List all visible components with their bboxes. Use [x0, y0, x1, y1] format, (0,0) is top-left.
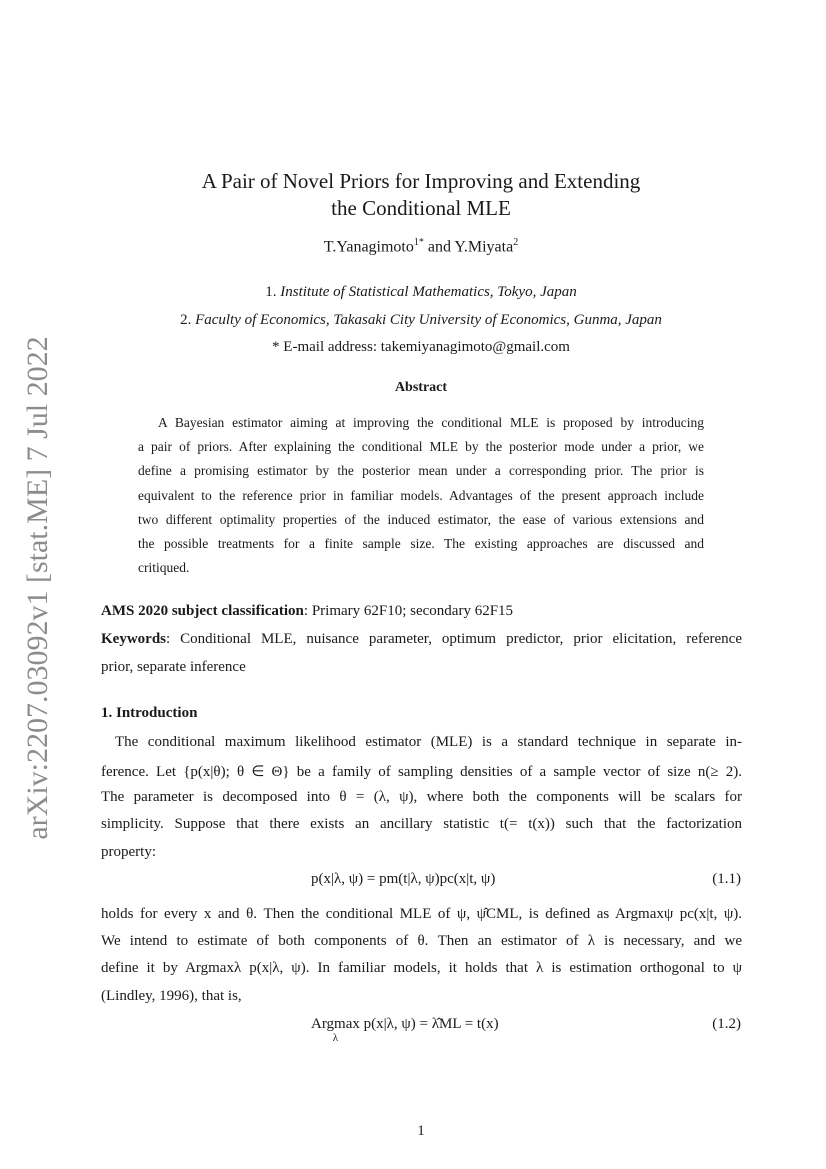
- body-line: simplicity. Suppose that there exists an ancillary statistic t(= t(x)) such that the factorization: [101, 816, 742, 832]
- abstract-body: [138, 411, 704, 580]
- abstract-line: two different optimality properties of the induced estimator, the ease of various extensions and: [138, 511, 704, 527]
- affiliation-1-number: 1.: [265, 284, 281, 300]
- email-text: * E-mail address: takemiyanagimoto@gmail.com: [272, 339, 570, 355]
- body-line: property:: [101, 844, 156, 860]
- equation-1-2-body: p(x|λ, ψ) = λ̂ML = t(x): [363, 1016, 499, 1032]
- title-line-2: the Conditional MLE: [331, 196, 511, 220]
- abstract-heading: Abstract: [394, 380, 448, 395]
- paper-title: [0, 168, 826, 222]
- page-number: 1: [417, 1123, 425, 1139]
- body-line: The conditional maximum likelihood estimator (MLE) is a standard technique in separate in-: [115, 734, 742, 750]
- title-line-1: A Pair of Novel Priors for Improving and Extending: [201, 169, 641, 193]
- body-line: define it by Argmaxλ p(x|λ, ψ). In familiar models, it holds that λ is estimation orthogonal to ψ: [101, 960, 742, 976]
- ams-label: AMS 2020 subject classification: [101, 603, 304, 619]
- keywords-text: : Conditional MLE, nuisance parameter, optimum predictor, prior elicitation, reference: [166, 631, 742, 647]
- author-1-mark: 1*: [413, 237, 424, 248]
- keywords-line-2: prior, separate inference: [101, 659, 246, 675]
- section-1-title: 1. Introduction: [101, 705, 198, 721]
- ams-classification: [101, 603, 742, 620]
- author-2-mark: 2: [513, 237, 519, 248]
- argmax-subscript: λ: [332, 1032, 339, 1044]
- equation-1-1: p(x|λ, ψ) = pm(t|λ, ψ)pc(x|t, ψ): [311, 871, 496, 887]
- body-line: ference. Let {p(x|θ); θ ∈ Θ} be a family of sampling densities of a sample vector of size n(≥ 2).: [101, 764, 742, 780]
- equation-1-1-number: (1.1): [712, 871, 741, 887]
- body-line: The parameter is decomposed into θ = (λ, ψ), where both the components will be scalars for: [101, 789, 742, 805]
- keywords-line-1: [101, 631, 742, 648]
- affiliation-2-number: 2.: [180, 312, 196, 328]
- body-line: holds for every x and θ. Then the conditional MLE of ψ, ψ̂CML, is defined as Argmaxψ pc(x|t, ψ).: [101, 906, 742, 922]
- section-heading: [101, 705, 742, 722]
- author-1: T.Yanagimoto: [323, 238, 414, 256]
- authors: [0, 237, 826, 256]
- argmax-label: Argmax: [311, 1016, 360, 1032]
- abstract-line: critiqued.: [138, 560, 190, 576]
- equation-1-2-number: (1.2): [712, 1016, 741, 1032]
- body-line: (Lindley, 1996), that is,: [101, 988, 242, 1004]
- affiliation-1-text: Institute of Statistical Mathematics, Tokyo, Japan: [280, 284, 577, 300]
- abstract-line: the possible treatments for a finite sample size. The existing approaches are discussed and: [138, 535, 704, 551]
- author-2: and Y.Miyata: [423, 238, 514, 256]
- affiliation-2-text: Faculty of Economics, Takasaki City University of Economics, Gunma, Japan: [195, 312, 662, 328]
- abstract-line: define a promising estimator by the posterior mean under a corresponding prior. The prior is: [138, 463, 704, 479]
- abstract-line: a pair of priors. After explaining the conditional MLE by the posterior mode under a prior, we: [138, 439, 704, 455]
- equation-1-2: [311, 1016, 499, 1043]
- abstract-line: equivalent to the reference prior in familiar models. Advantages of the present approach include: [138, 487, 704, 503]
- affiliation-2: [0, 312, 826, 329]
- email-line: [0, 339, 826, 356]
- abstract-line: A Bayesian estimator aiming at improving the conditional MLE is proposed by introducing: [158, 415, 704, 430]
- ams-text: : Primary 62F10; secondary 62F15: [303, 603, 514, 619]
- body-line: We intend to estimate of both components of θ. Then an estimator of λ is necessary, and we: [101, 933, 742, 949]
- affiliation-1: [0, 284, 826, 301]
- keywords-label: Keywords: [101, 631, 166, 647]
- arxiv-id: arXiv:2207.03092v1 [stat.ME] 7 Jul 2022: [21, 336, 54, 840]
- argmax-operator: [311, 1016, 360, 1043]
